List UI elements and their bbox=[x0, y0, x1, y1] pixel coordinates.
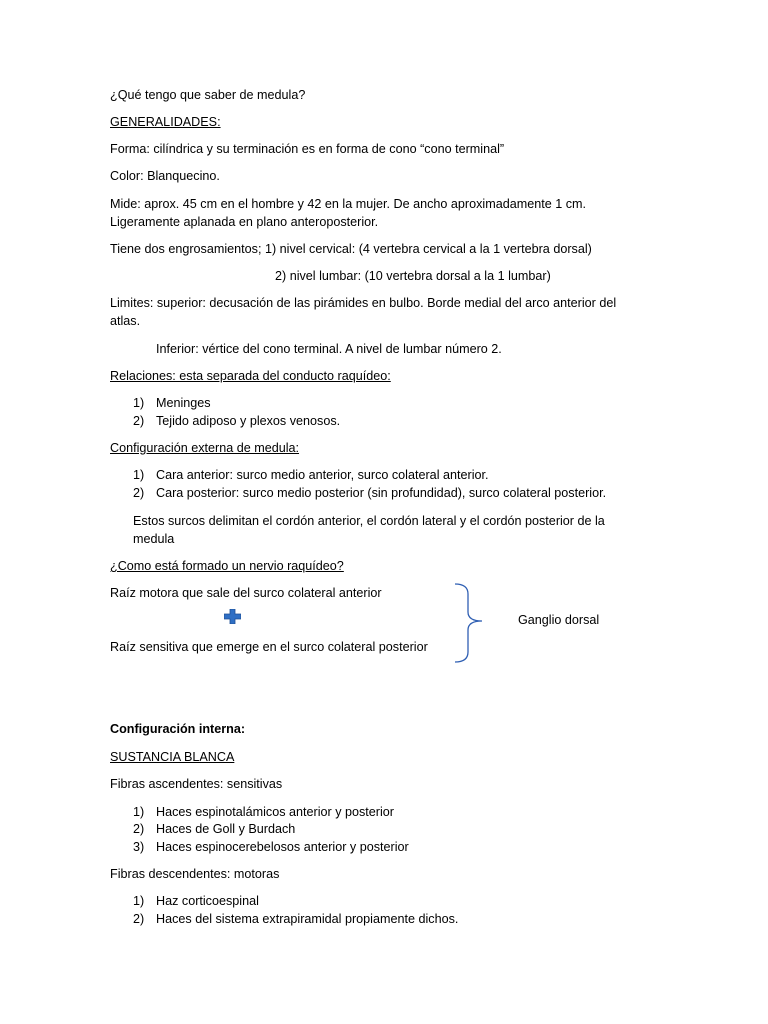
text-raiz-motora: Raíz motora que sale del surco colateral anterior bbox=[110, 586, 382, 600]
list-item-number: 3) bbox=[133, 840, 145, 854]
list-item: Haz corticoespinal bbox=[156, 894, 259, 908]
list-item: Cara posterior: surco medio posterior (sin profundidad), surco colateral posterior. bbox=[156, 486, 607, 500]
list-item-number: 2) bbox=[133, 912, 145, 926]
heading-sustancia-blanca: SUSTANCIA BLANCA bbox=[110, 750, 235, 764]
text-engrosamientos-2: 2) nivel lumbar: (10 vertebra dorsal a la 1 lumbar) bbox=[275, 269, 551, 283]
heading-nervio: ¿Como está formado un nervio raquídeo? bbox=[110, 559, 344, 573]
right-brace-icon bbox=[452, 582, 486, 664]
list-item: Tejido adiposo y plexos venosos. bbox=[156, 414, 341, 428]
list-item: Cara anterior: surco medio anterior, surco colateral anterior. bbox=[156, 468, 489, 482]
text-raiz-sensitiva: Raíz sensitiva que emerge en el surco colateral posterior bbox=[110, 640, 428, 654]
text-fibras-descendentes: Fibras descendentes: motoras bbox=[110, 867, 280, 881]
heading-config-interna: Configuración interna: bbox=[110, 722, 246, 736]
text-fibras-ascendentes: Fibras ascendentes: sensitivas bbox=[110, 777, 283, 791]
list-item: Meninges bbox=[156, 396, 211, 410]
list-item-number: 2) bbox=[133, 822, 145, 836]
text-color: Color: Blanquecino. bbox=[110, 169, 220, 183]
list-item-number: 1) bbox=[133, 894, 145, 908]
list-item: Haces espinotalámicos anterior y posterior bbox=[156, 805, 394, 819]
list-item: Haces espinocerebelosos anterior y posterior bbox=[156, 840, 409, 854]
text-surcos-note: Estos surcos delimitan el cordón anterior, el cordón lateral y el cordón posterior de la medula bbox=[133, 514, 605, 546]
list-item-number: 2) bbox=[133, 486, 145, 500]
text-limites-inferior: Inferior: vértice del cono terminal. A nivel de lumbar número 2. bbox=[156, 342, 502, 356]
list-item: Haces de Goll y Burdach bbox=[156, 822, 296, 836]
text-ganglio-dorsal: Ganglio dorsal bbox=[518, 613, 600, 627]
list-item: Haces del sistema extrapiramidal propiamente dichos. bbox=[156, 912, 459, 926]
heading-config-externa: Configuración externa de medula: bbox=[110, 441, 300, 455]
list-item-number: 1) bbox=[133, 805, 145, 819]
list-item-number: 2) bbox=[133, 414, 145, 428]
text-limites-superior: Limites: superior: decusación de las pirámides en bulbo. Borde medial del arco anterior del atlas. bbox=[110, 296, 617, 328]
heading-generalidades: GENERALIDADES: bbox=[110, 115, 221, 129]
list-item-number: 1) bbox=[133, 396, 145, 410]
list-item-number: 1) bbox=[133, 468, 145, 482]
heading-relaciones: Relaciones: esta separada del conducto raquídeo: bbox=[110, 369, 391, 383]
text-forma: Forma: cilíndrica y su terminación es en forma de cono “cono terminal” bbox=[110, 142, 505, 156]
text-engrosamientos-1: Tiene dos engrosamientos; 1) nivel cervical: (4 vertebra cervical a la 1 vertebra dorsal) bbox=[110, 242, 592, 256]
text-mide: Mide: aprox. 45 cm en el hombre y 42 en la mujer. De ancho aproximadamente 1 cm. Ligeramente aplanada en plano anteroposterior. bbox=[110, 197, 587, 229]
document-title: ¿Qué tengo que saber de medula? bbox=[110, 88, 306, 102]
plus-icon bbox=[224, 609, 241, 624]
